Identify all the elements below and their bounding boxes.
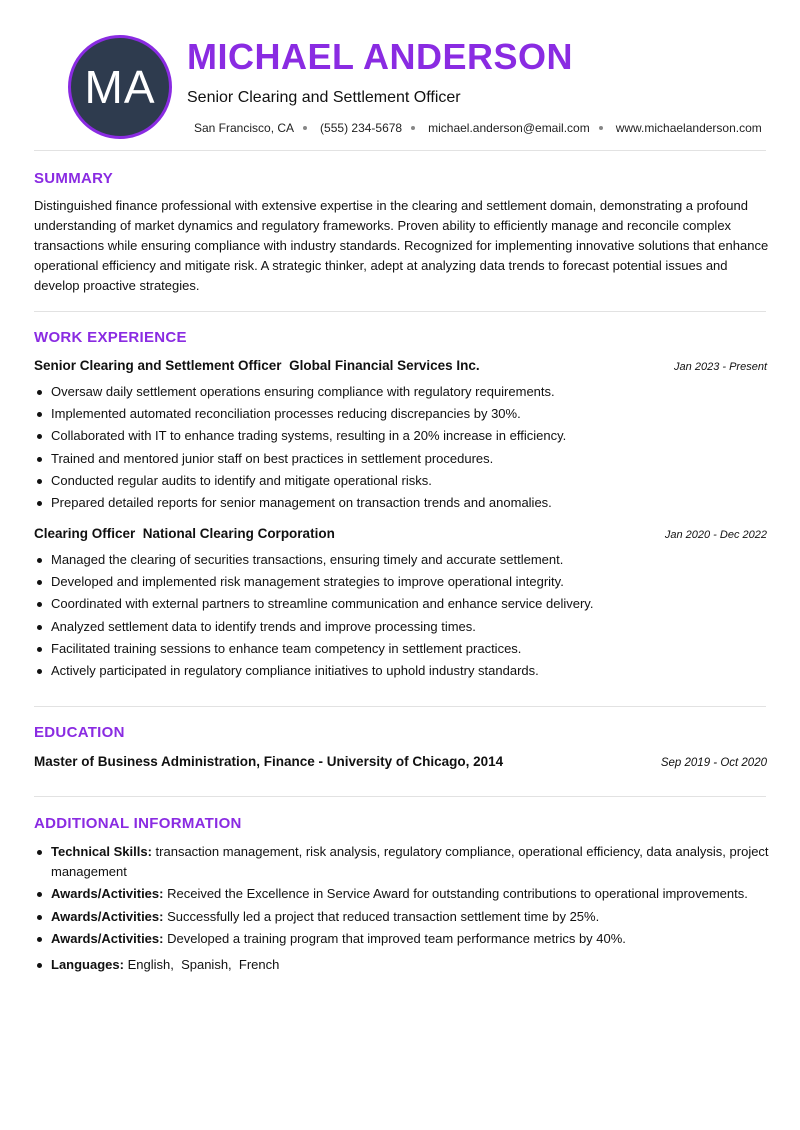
list-item: Managed the clearing of securities transactions, ensuring timely and accurate settlement. [34, 549, 767, 571]
list-item: Actively participated in regulatory compliance initiatives to uphold industry standards. [34, 660, 767, 682]
list-item: Coordinated with external partners to streamline communication and enhance service delivery. [34, 593, 767, 615]
education-dates: Sep 2019 - Oct 2020 [660, 757, 767, 769]
job-header [34, 358, 767, 373]
list-item [34, 929, 769, 949]
section-divider [34, 150, 766, 151]
item-text: Developed a training program that improved team performance metrics by 40%. [167, 931, 626, 946]
item-text: Successfully led a project that reduced transaction settlement time by 25%. [167, 908, 600, 924]
job-dates: Jan 2020 - Dec 2022 [664, 529, 767, 541]
item-label: Awards/Activities: [51, 886, 164, 901]
list-item [34, 907, 769, 927]
separator-dot [303, 126, 307, 130]
job-role-company [34, 358, 480, 373]
item-label: Technical Skills: [51, 844, 152, 859]
list-item [34, 884, 769, 904]
list-item: Developed and implemented risk management strategies to improve operational integrity. [34, 571, 767, 593]
job-dates: Jan 2023 - Present [674, 361, 767, 373]
list-item: Implemented automated reconciliation processes reducing discrepancies by 30%. [34, 403, 767, 425]
list-item: Trained and mentored junior staff on best practices in settlement procedures. [34, 448, 767, 470]
job-company: Global Financial Services Inc. [289, 358, 480, 373]
section-divider [34, 796, 766, 797]
education-heading: EDUCATION [34, 724, 125, 741]
job-company: National Clearing Corporation [142, 526, 335, 541]
list-item: Facilitated training sessions to enhance team competency in settlement practices. [34, 638, 767, 660]
item-text: English, Spanish, French [127, 956, 280, 972]
additional-info-list [34, 842, 769, 977]
separator-dot [411, 126, 415, 130]
item-text: Received the Excellence in Service Award for outstanding contributions to operational improvements. [167, 886, 748, 901]
list-item [34, 955, 769, 975]
contact-phone: (555) 234-5678 [320, 121, 403, 135]
job-header [34, 526, 767, 541]
candidate-title: Senior Clearing and Settlement Officer [187, 89, 461, 106]
list-item: Collaborated with IT to enhance trading systems, resulting in a 20% increase in efficiency. [34, 425, 767, 447]
list-item: Oversaw daily settlement operations ensuring compliance with regulatory requirements. [34, 381, 767, 403]
section-divider [34, 706, 766, 707]
job-role: Senior Clearing and Settlement Officer [34, 358, 282, 373]
contact-website[interactable]: www.michaelanderson.com [615, 121, 762, 135]
candidate-name: MICHAEL ANDERSON [187, 36, 574, 77]
education-degree: Master of Business Administration, Finance - University of Chicago, 2014 [34, 754, 504, 769]
summary-heading: SUMMARY [34, 170, 114, 187]
work-experience-heading: WORK EXPERIENCE [34, 329, 187, 346]
avatar-initials: MA [84, 61, 156, 113]
contact-line [194, 121, 762, 135]
contact-email[interactable]: michael.anderson@email.com [428, 121, 590, 135]
list-item: Prepared detailed reports for senior management on transaction trends and anomalies. [34, 492, 767, 514]
job-bullets [34, 381, 767, 514]
item-text: transaction management, risk analysis, regulatory compliance, operational efficiency, data analysis, project management [51, 844, 769, 879]
item-label: Awards/Activities: [51, 931, 164, 946]
job-role: Clearing Officer [34, 526, 136, 541]
item-label: Awards/Activities: [51, 908, 164, 924]
avatar [68, 35, 172, 139]
contact-location: San Francisco, CA [194, 121, 295, 135]
list-item [34, 842, 769, 881]
job-bullets [34, 549, 767, 682]
education-row [34, 754, 767, 769]
additional-info-heading: ADDITIONAL INFORMATION [34, 815, 242, 832]
separator-dot [599, 126, 603, 130]
section-divider [34, 311, 766, 312]
item-label: Languages: [51, 956, 124, 972]
summary-text: Distinguished finance professional with extensive expertise in the clearing and settlement domain, demonstrating a profound understanding of market dynamics and regulatory frameworks. Proven ability to efficiently manage and reconcile complex transactions while ensuring compliance with industry standards. Recognized for implementing innovative solutions that enhance operational efficiency and mitigate risk. A strategic thinker, adept at analyzing data trends to forecast potential issues and develop proactive strategies. [34, 198, 769, 293]
list-item: Analyzed settlement data to identify trends and improve processing times. [34, 616, 767, 638]
list-item: Conducted regular audits to identify and mitigate operational risks. [34, 470, 767, 492]
job-role-company [34, 526, 335, 541]
resume-header [34, 0, 766, 150]
